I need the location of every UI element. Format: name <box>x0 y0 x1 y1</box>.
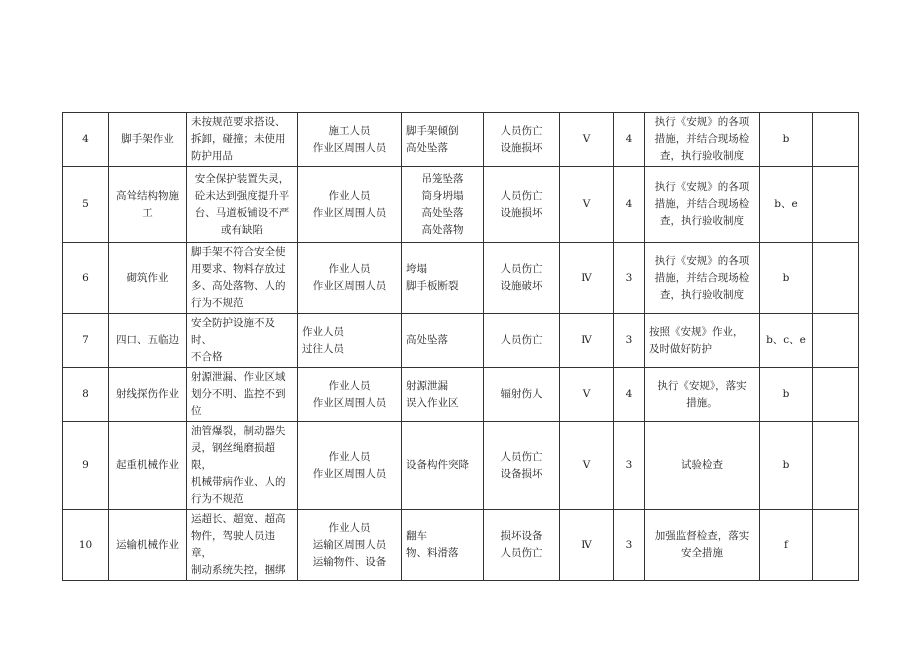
consequence: 辐射伤人 <box>484 368 560 422</box>
row-number: 10 <box>63 510 109 581</box>
risk-score: 3 <box>614 314 645 368</box>
consequence: 损坏设备 人员伤亡 <box>484 510 560 581</box>
reference-code: b <box>760 368 813 422</box>
table-row <box>63 243 859 314</box>
possible-accident: 翻车 物、料滑落 <box>402 510 484 581</box>
possible-accident: 设备构件突降 <box>402 422 484 510</box>
affected-people: 作业人员 作业区周围人员 <box>298 167 402 243</box>
affected-people: 作业人员 作业区周围人员 <box>298 368 402 422</box>
table-row <box>63 113 859 167</box>
reference-code: f <box>760 510 813 581</box>
possible-accident: 高处坠落 <box>402 314 484 368</box>
risk-level: Ⅴ <box>560 422 614 510</box>
risk-level: Ⅴ <box>560 113 614 167</box>
remarks <box>813 113 859 167</box>
hazard-cause: 未按规范要求搭设、 拆卸，碰撞；未使用 防护用品 <box>187 113 298 167</box>
table-row <box>63 368 859 422</box>
remarks <box>813 314 859 368</box>
table-row <box>63 167 859 243</box>
hazard-cause: 射源泄漏、作业区域 划分不明、监控不到 位 <box>187 368 298 422</box>
consequence: 人员伤亡 设施破坏 <box>484 243 560 314</box>
work-task: 脚手架作业 <box>109 113 187 167</box>
risk-level: Ⅳ <box>560 314 614 368</box>
control-measures: 加强监督检查，落实 安全措施 <box>645 510 760 581</box>
risk-score: 3 <box>614 422 645 510</box>
consequence: 人员伤亡 <box>484 314 560 368</box>
risk-level: Ⅳ <box>560 510 614 581</box>
possible-accident: 射源泄漏 误入作业区 <box>402 368 484 422</box>
control-measures: 执行《安规》的各项 措施，并结合现场检 查，执行验收制度 <box>645 113 760 167</box>
work-task: 四口、五临边 <box>109 314 187 368</box>
reference-code: b <box>760 422 813 510</box>
control-measures: 执行《安规》，落实 措施。 <box>645 368 760 422</box>
row-number: 5 <box>63 167 109 243</box>
affected-people: 施工人员 作业区周围人员 <box>298 113 402 167</box>
hazard-cause: 运超长、超宽、超高 物件，驾驶人员违章， 制动系统失控，捆绑 <box>187 510 298 581</box>
row-number: 8 <box>63 368 109 422</box>
work-task: 运输机械作业 <box>109 510 187 581</box>
work-task: 射线探伤作业 <box>109 368 187 422</box>
hazard-cause: 脚手架不符合安全使 用要求、物料存放过 多、高处落物、人的 行为不规范 <box>187 243 298 314</box>
possible-accident: 垮塌 脚手板断裂 <box>402 243 484 314</box>
remarks <box>813 167 859 243</box>
work-task: 高耸结构物施 工 <box>109 167 187 243</box>
row-number: 7 <box>63 314 109 368</box>
consequence: 人员伤亡 设备损坏 <box>484 422 560 510</box>
risk-score: 4 <box>614 167 645 243</box>
row-number: 9 <box>63 422 109 510</box>
remarks <box>813 510 859 581</box>
affected-people: 作业人员 作业区周围人员 <box>298 422 402 510</box>
risk-level: Ⅴ <box>560 167 614 243</box>
risk-score: 4 <box>614 113 645 167</box>
reference-code: b、c、e <box>760 314 813 368</box>
remarks <box>813 368 859 422</box>
risk-score: 4 <box>614 368 645 422</box>
table-row <box>63 422 859 510</box>
remarks <box>813 243 859 314</box>
row-number: 4 <box>63 113 109 167</box>
risk-level: Ⅳ <box>560 243 614 314</box>
risk-assessment-table <box>62 112 859 581</box>
reference-code: b、e <box>760 167 813 243</box>
hazard-cause: 安全保护装置失灵， 砼未达到强度提升平 台、马道板铺设不严 或有缺陷 <box>187 167 298 243</box>
hazard-cause: 安全防护设施不及时、 不合格 <box>187 314 298 368</box>
reference-code: b <box>760 243 813 314</box>
consequence: 人员伤亡 设施损坏 <box>484 113 560 167</box>
risk-level: Ⅴ <box>560 368 614 422</box>
affected-people: 作业人员 作业区周围人员 <box>298 243 402 314</box>
table-row <box>63 510 859 581</box>
control-measures: 执行《安规》的各项 措施，并结合现场检 查，执行验收制度 <box>645 167 760 243</box>
remarks <box>813 422 859 510</box>
consequence: 人员伤亡 设施损坏 <box>484 167 560 243</box>
possible-accident: 吊笼坠落 筒身坍塌 高处坠落 高处落物 <box>402 167 484 243</box>
control-measures: 按照《安规》作业， 及时做好防护 <box>645 314 760 368</box>
affected-people: 作业人员 运输区周围人员 运输物件、设备 <box>298 510 402 581</box>
work-task: 起重机械作业 <box>109 422 187 510</box>
control-measures: 试验检查 <box>645 422 760 510</box>
possible-accident: 脚手架倾倒 高处坠落 <box>402 113 484 167</box>
reference-code: b <box>760 113 813 167</box>
work-task: 砌筑作业 <box>109 243 187 314</box>
control-measures: 执行《安规》的各项 措施，并结合现场检 查，执行验收制度 <box>645 243 760 314</box>
hazard-cause: 油管爆裂，制动器失 灵，钢丝绳磨损超限， 机械带病作业、人的 行为不规范 <box>187 422 298 510</box>
risk-score: 3 <box>614 510 645 581</box>
affected-people: 作业人员 过往人员 <box>298 314 402 368</box>
risk-score: 3 <box>614 243 645 314</box>
table-row <box>63 314 859 368</box>
row-number: 6 <box>63 243 109 314</box>
